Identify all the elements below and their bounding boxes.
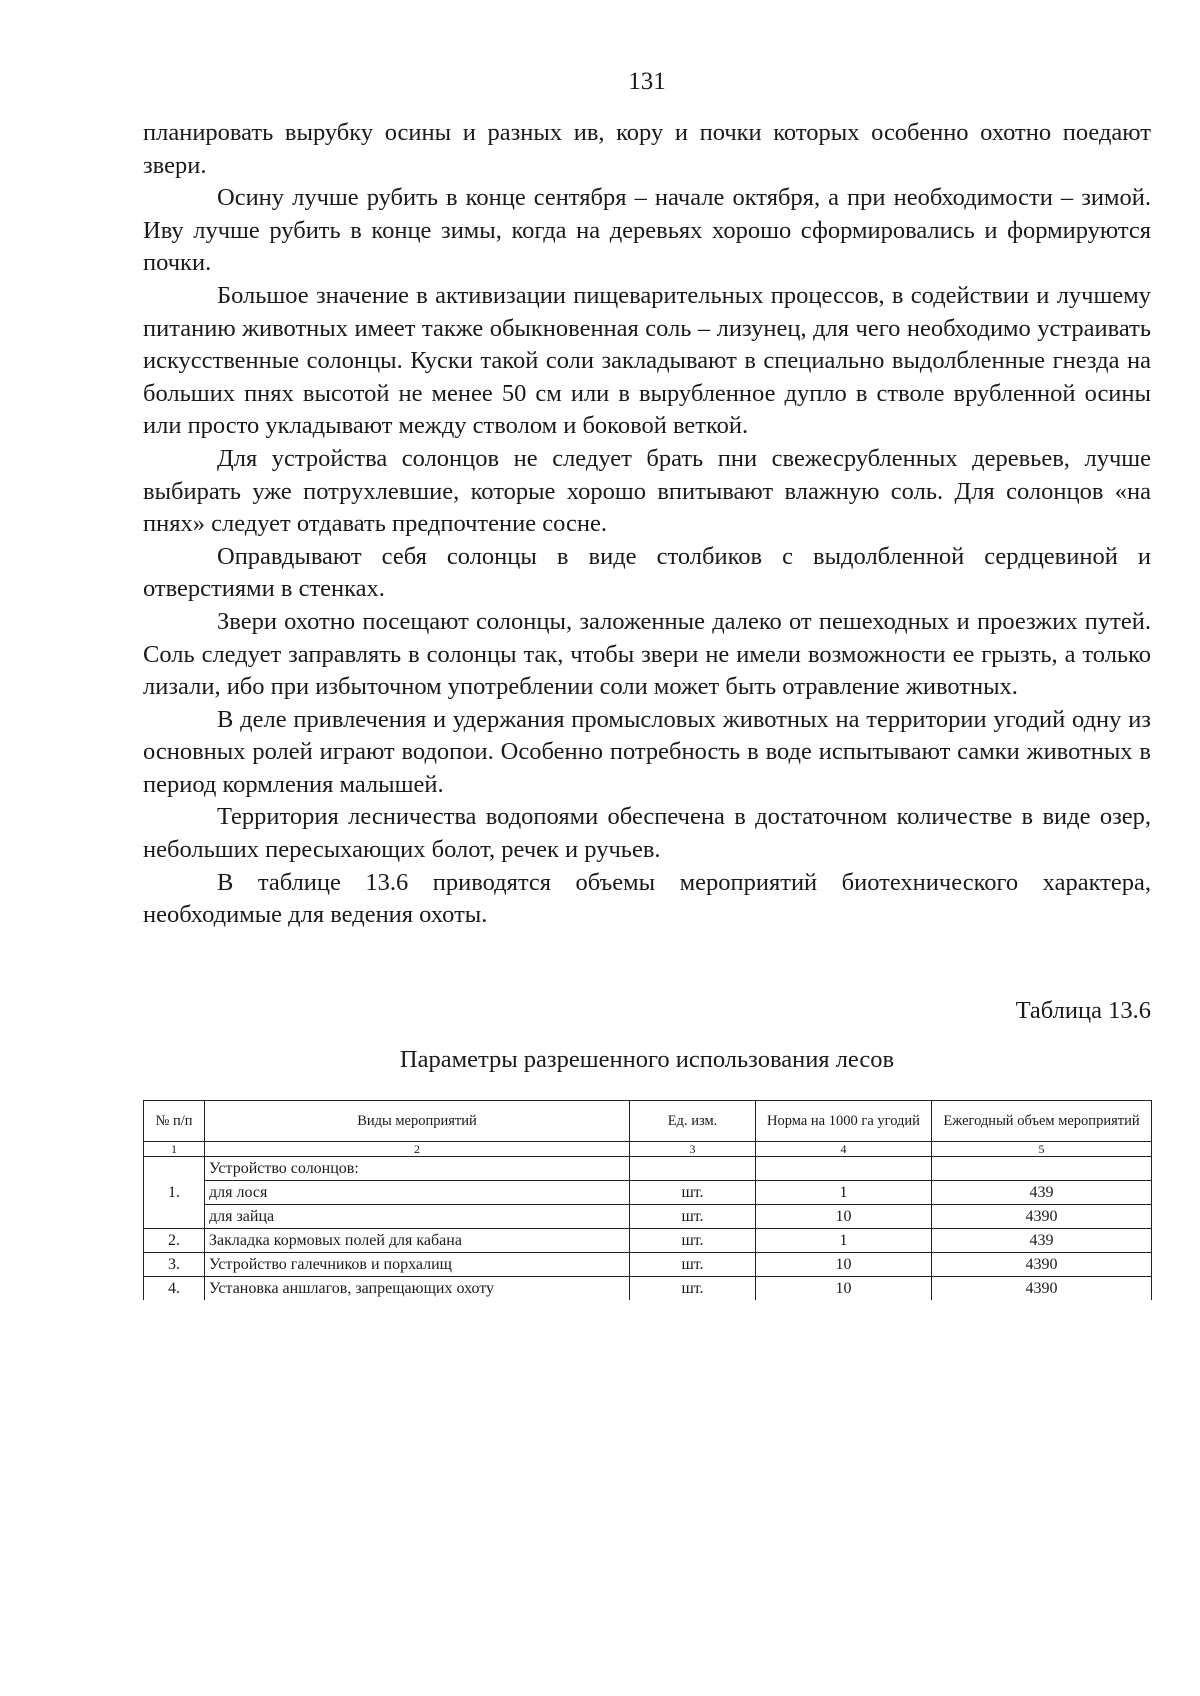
table-row	[144, 1205, 1152, 1229]
paragraph: планировать вырубку осины и разных ив, кору и почки которых особенно охотно поедают звери.	[143, 119, 1151, 179]
table-row	[144, 1157, 1152, 1181]
row-number: 3.	[144, 1253, 205, 1277]
table-row	[144, 1277, 1152, 1301]
volume-cell: 4390	[932, 1253, 1152, 1277]
table-row	[144, 1253, 1152, 1277]
activity-cell: Устройство солонцов:	[205, 1157, 630, 1181]
column-number-row	[144, 1142, 1152, 1157]
paragraph: В деле привлечения и удержания промысловых животных на территории угодий одну из основных ролей играют водопои. Особенно потребность в воде испытывают самки животных в период кормления малышей.	[143, 705, 1151, 798]
unit-cell: шт.	[630, 1277, 756, 1301]
header-cell-volume: Ежегодный объем мероприятий	[932, 1101, 1152, 1142]
activity-cell: Закладка кормовых полей для кабана	[205, 1229, 630, 1253]
norm-cell	[756, 1157, 932, 1181]
row-number: 4.	[144, 1277, 205, 1301]
column-number: 2	[205, 1142, 630, 1157]
header-cell-number: № п/п	[144, 1101, 205, 1142]
page-number: 131	[628, 68, 666, 95]
unit-cell: шт.	[630, 1205, 756, 1229]
paragraph: В таблице 13.6 приводятся объемы мероприятий биотехнического характера, необходимые для ведения охоты.	[143, 868, 1151, 929]
activity-cell: Установка аншлагов, запрещающих охоту	[205, 1277, 630, 1301]
row-number: 1.	[144, 1157, 205, 1229]
column-number: 5	[932, 1142, 1152, 1157]
unit-cell: шт.	[630, 1181, 756, 1205]
paragraph: Оправдывают себя солонцы в виде столбиков с выдолбленной сердцевиной и отверстиями в стенках.	[143, 542, 1151, 603]
column-number: 4	[756, 1142, 932, 1157]
norm-cell: 10	[756, 1253, 932, 1277]
activity-cell: Устройство галечников и порхалищ	[205, 1253, 630, 1277]
table-label: Таблица 13.6	[1015, 997, 1151, 1024]
unit-cell: шт.	[630, 1229, 756, 1253]
norm-cell: 1	[756, 1181, 932, 1205]
paragraph: Звери охотно посещают солонцы, заложенные далеко от пешеходных и проезжих путей. Соль следует заправлять в солонцы так, чтобы звери не имели возможности ее грызть, а только лизали, ибо при избыточном употреблении соли может быть отравление животных.	[143, 607, 1151, 701]
parameters-table	[143, 1100, 1152, 1300]
norm-cell: 1	[756, 1229, 932, 1253]
paragraph: Для устройства солонцов не следует брать пни свежесрубленных деревьев, лучше выбирать уже потрухлевшие, которые хорошо впитывают влажную соль. Для солонцов «на пнях» следует отдавать предпочтение сосне.	[143, 444, 1151, 538]
header-cell-norm: Норма на 1000 га угодий	[756, 1101, 932, 1142]
table-title: Параметры разрешенного использования лесов	[399, 1046, 895, 1073]
column-number: 3	[630, 1142, 756, 1157]
volume-cell: 4390	[932, 1277, 1152, 1301]
activity-cell: для лося	[205, 1181, 630, 1205]
volume-cell: 439	[932, 1229, 1152, 1253]
table-header-row	[144, 1101, 1152, 1142]
row-number: 2.	[144, 1229, 205, 1253]
activity-cell: для зайца	[205, 1205, 630, 1229]
unit-cell	[630, 1157, 756, 1181]
paragraph: Осину лучше рубить в конце сентября – начале октября, а при необходимости – зимой. Иву лучше рубить в конце зимы, когда на деревьях хорошо сформировались и формируются почки.	[143, 184, 1151, 277]
table-row	[144, 1229, 1152, 1253]
table-row	[144, 1181, 1152, 1205]
paragraph: Территория лесничества водопоями обеспечена в достаточном количестве в виде озер, небольших пересыхающих болот, речек и ручьев.	[143, 803, 1151, 864]
norm-cell: 10	[756, 1277, 932, 1301]
column-number: 1	[144, 1142, 205, 1157]
unit-cell: шт.	[630, 1253, 756, 1277]
volume-cell: 439	[932, 1181, 1152, 1205]
norm-cell: 10	[756, 1205, 932, 1229]
volume-cell	[932, 1157, 1152, 1181]
paragraph: Большое значение в активизации пищеварительных процессов, в содействии и лучшему питанию животных имеет также обыкновенная соль – лизунец, для чего необходимо устраивать искусственные солонцы. Куски такой соли закладывают в специально выдолбленные гнезда на больших пнях высотой не менее 50 см или в вырубленное дупло в стволе врубленной осины или просто укладывают между стволом и боковой веткой.	[143, 281, 1151, 440]
volume-cell: 4390	[932, 1205, 1152, 1229]
header-cell-unit: Ед. изм.	[630, 1101, 756, 1142]
header-cell-activity: Виды мероприятий	[205, 1101, 630, 1142]
body-text	[143, 117, 1151, 932]
